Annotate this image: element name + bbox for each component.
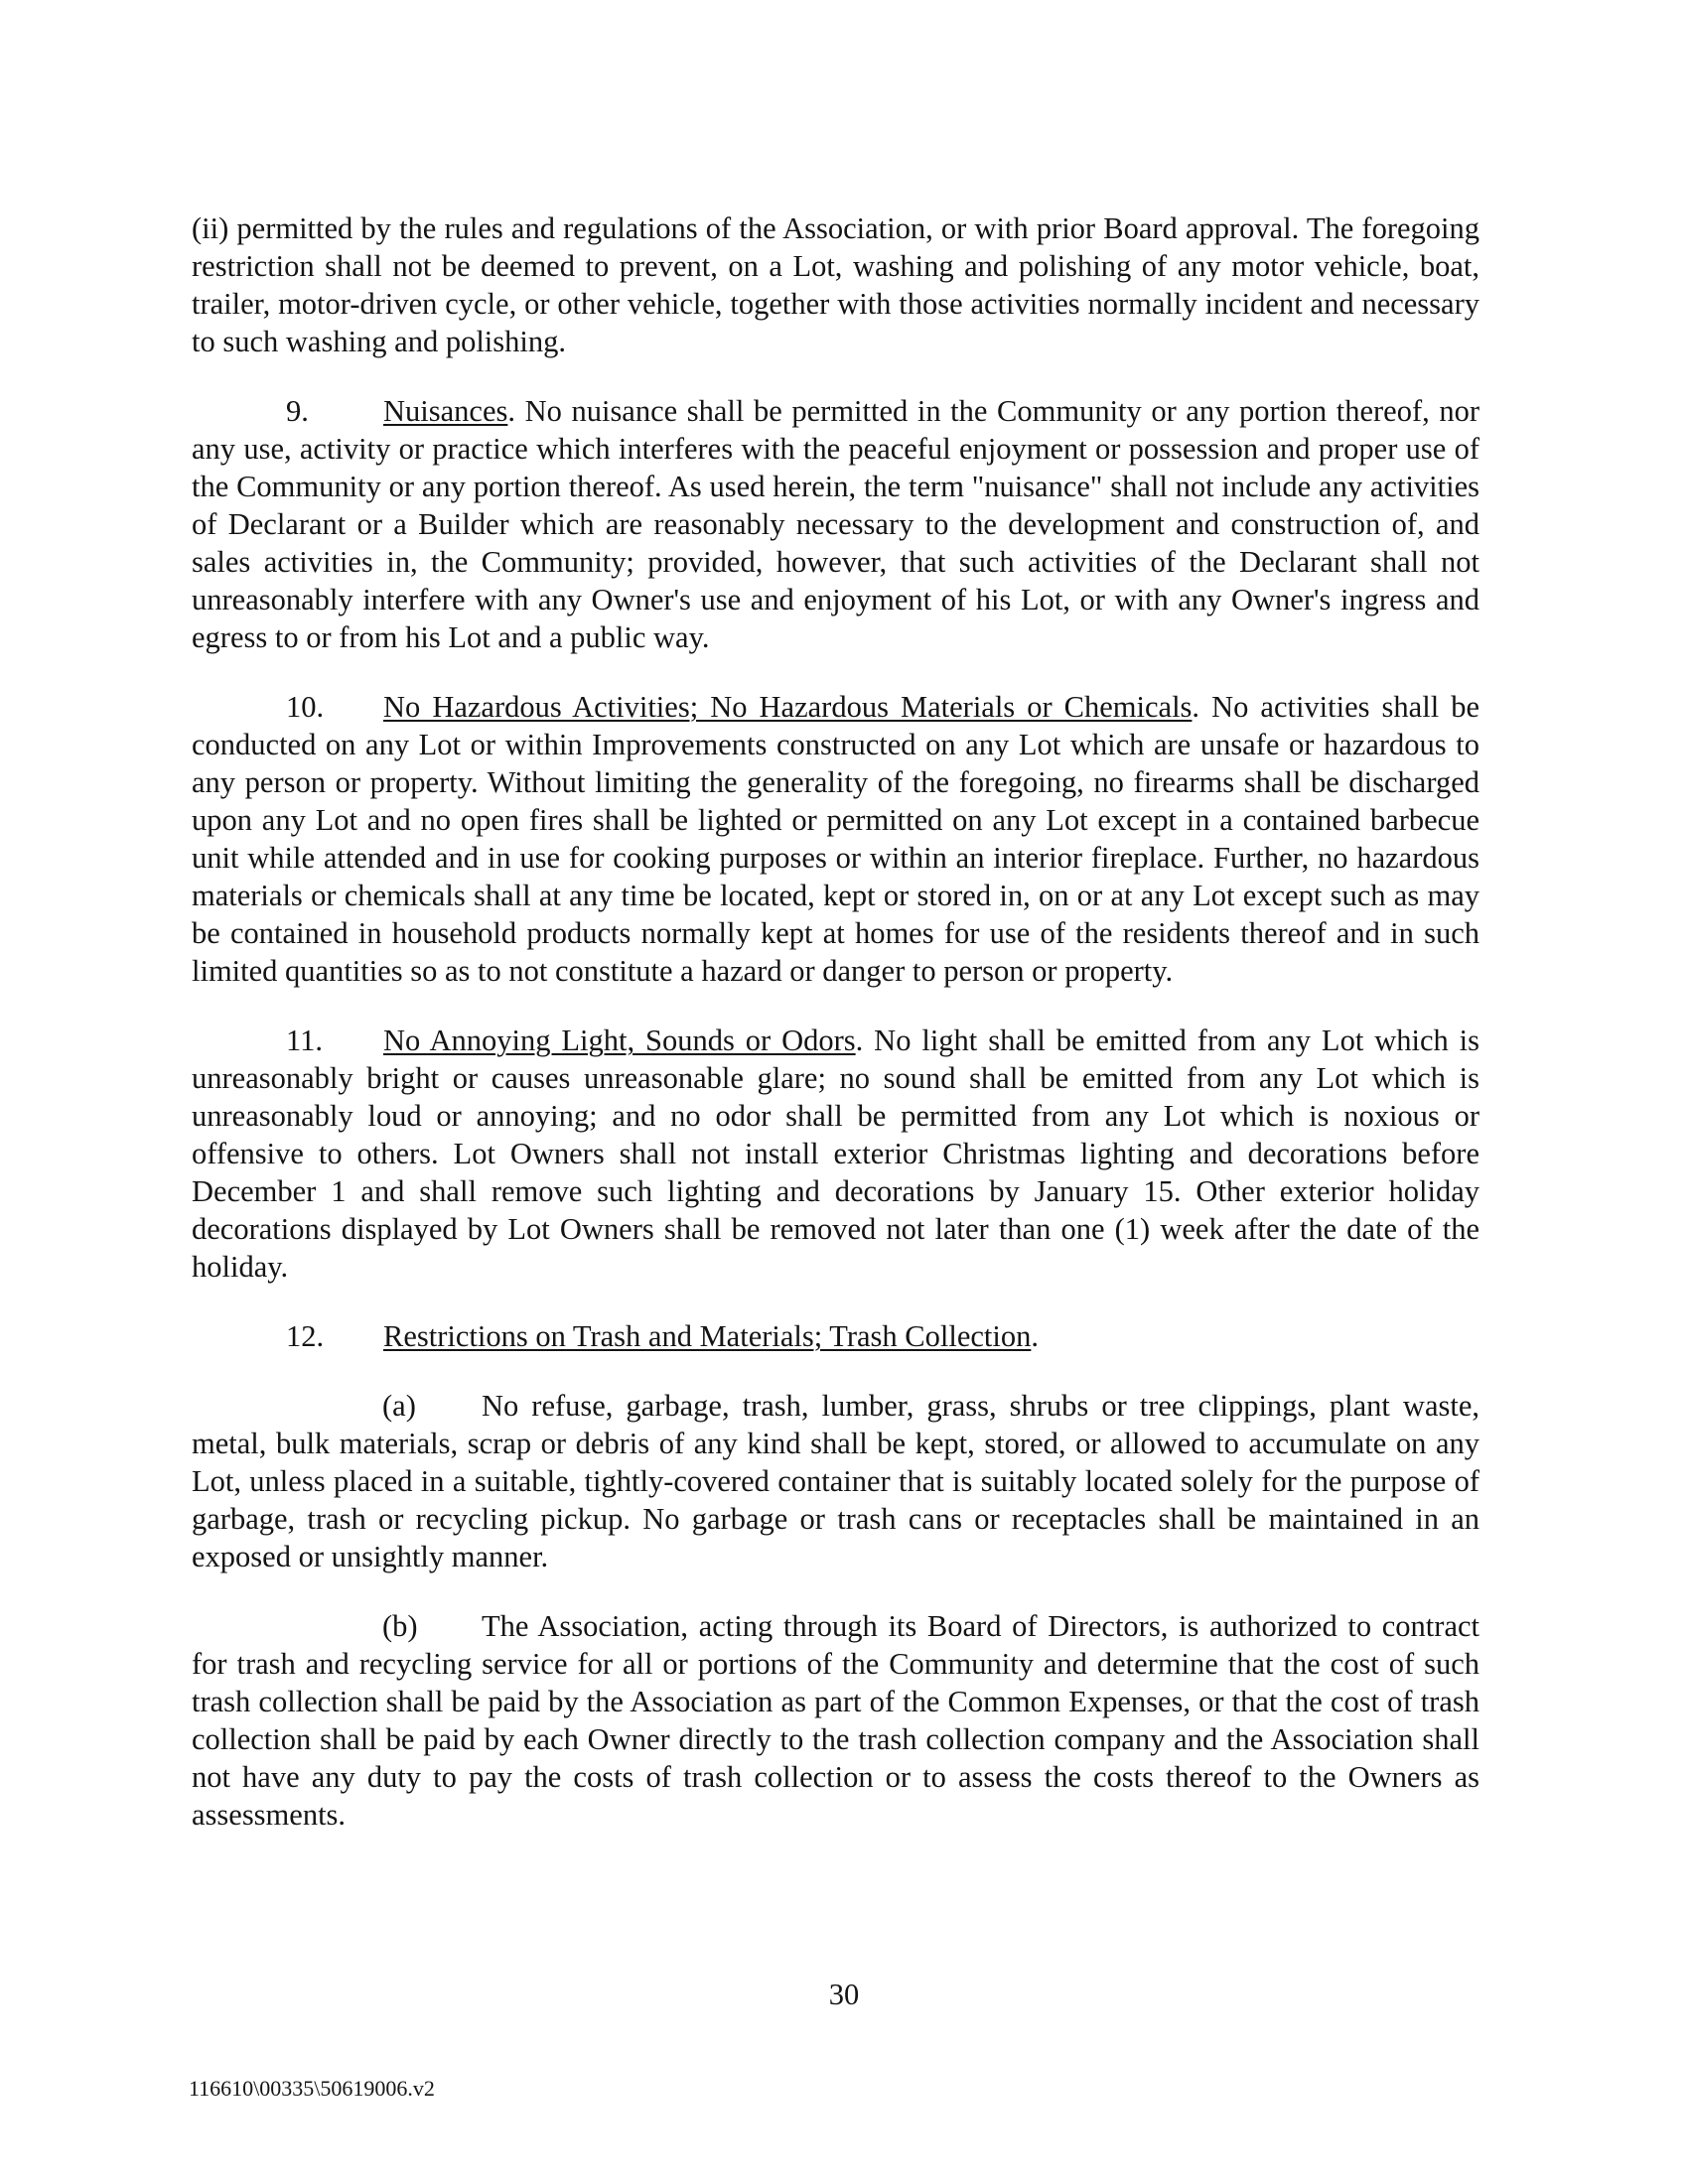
section-11-annoying: 11. No Annoying Light, Sounds or Odors. No light shall be emitted from any Lot which is unreasonably bright or causes unreasonable glare; no sound shall be emitted from any Lot which is unreasonably loud or annoying; and no odor shall be permitted from any Lot which is noxious or offensive to others. Lot Owners shall not install exterior Christmas lighting and decorations before December 1 and shall remove such lighting and decorations by January 15. Other exterior holiday decorations displayed by Lot Owners shall be removed not later than one (1) week after the date of the holiday. — [192, 1024, 1479, 1284]
subsection-body: No refuse, garbage, trash, lumber, grass, shrubs or tree clippings, plant waste, metal, bulk materials, scrap or debris of any kind shall be kept, stored, or allowed to accumulate on any Lot, unless placed in a suitable, tightly-covered container that is suitably located solely for the purpose of garbage, trash or recycling pickup. No garbage or trash cans or receptacles shall be maintained in an exposed or unsightly manner. — [192, 1389, 1479, 1573]
subsection-a — [192, 1387, 1479, 1575]
subsection-label: (a) — [382, 1389, 416, 1423]
section-heading: No Annoying Light, Sounds or Odors — [383, 1024, 856, 1057]
section-9-nuisances: 9. Nuisances. No nuisance shall be permitted in the Community or any portion thereof, nor any use, activity or practice which interferes with the peaceful enjoyment or possession and proper use of the Community or any portion thereof. As used herein, the term "nuisance" shall not include any activities of Declarant or a Builder which are reasonably necessary to the development and construction of, and sales activities in, the Community; provided, however, that such activities of the Declarant shall not unreasonably interfere with any Owner's use and enjoyment of his Lot, or with any Owner's ingress and egress to or from his Lot and a public way. — [192, 394, 1479, 654]
page-number: 30 — [828, 1978, 860, 2011]
subsection-body: The Association, acting through its Board of Directors, is authorized to contract for trash and recycling service for all or portions of the Community and determine that the cost of such trash collection shall be paid by the Association as part of the Common Expenses, or that the cost of trash collection shall be paid by each Owner directly to the trash collection company and the Association shall not have any duty to pay the costs of trash collection or to assess the costs thereof to the Owners as assessments. — [192, 1609, 1479, 1832]
section-heading: No Hazardous Activities; No Hazardous Materials or Chemicals — [383, 690, 1193, 724]
section-body: No light shall be emitted from any Lot which is unreasonably bright or causes unreasonable glare; no sound shall be emitted from any Lot which is unreasonably loud or annoying; and no odor shall be permitted from any Lot which is noxious or offensive to others. Lot Owners shall not install exterior Christmas lighting and decorations before December 1 and shall remove such lighting and decorations by January 15. Other exterior holiday decorations displayed by Lot Owners shall be removed not later than one (1) week after the date of the holiday. — [192, 1024, 1479, 1284]
section-number: 10. — [286, 690, 325, 724]
section-12-trash: 12. Restrictions on Trash and Materials; Trash Collection. — [286, 1319, 1039, 1353]
subsection-b — [192, 1607, 1479, 1834]
section-heading: Nuisances — [383, 394, 508, 428]
section-number: 11. — [286, 1024, 323, 1057]
section-heading: Restrictions on Trash and Materials; Trash Collection — [383, 1319, 1032, 1353]
section-body: No nuisance shall be permitted in the Community or any portion thereof, nor any use, activity or practice which interferes with the peaceful enjoyment or possession and proper use of the Community or any portion thereof. As used herein, the term "nuisance" shall not include any activities of Declarant or a Builder which are reasonably necessary to the development and construction of, and sales activities in, the Community; provided, however, that such activities of the Declarant shall not unreasonably interfere with any Owner's use and enjoyment of his Lot, or with any Owner's ingress and egress to or from his Lot and a public way. — [192, 394, 1479, 654]
section-body: No activities shall be conducted on any Lot or within Improvements constructed on any Lot which are unsafe or hazardous to any person or property. Without limiting the generality of the foregoing, no firearms shall be discharged upon any Lot and no open fires shall be lighted or permitted on any Lot except in a contained barbecue unit while attended and in use for cooking purposes or within an interior fireplace. Further, no hazardous materials or chemicals shall at any time be located, kept or stored in, on or at any Lot except such as may be contained in household products normally kept at homes for use of the residents thereof and in such limited quantities so as to not constitute a hazard or danger to person or property. — [192, 690, 1479, 988]
section-number: 9. — [286, 394, 309, 428]
opening-paragraph: (ii) permitted by the rules and regulations of the Association, or with prior Board approval. The foregoing restriction shall not be deemed to prevent, on a Lot, washing and polishing of any motor vehicle, boat, trailer, motor-driven cycle, or other vehicle, together with those activities normally incident and necessary to such washing and polishing. — [192, 211, 1479, 358]
section-10-hazardous: 10. No Hazardous Activities; No Hazardous Materials or Chemicals. No activities shall be conducted on any Lot or within Improvements constructed on any Lot which are unsafe or hazardous to any person or property. Without limiting the generality of the foregoing, no firearms shall be discharged upon any Lot and no open fires shall be lighted or permitted on any Lot except in a contained barbecue unit while attended and in use for cooking purposes or within an interior fireplace. Further, no hazardous materials or chemicals shall at any time be located, kept or stored in, on or at any Lot except such as may be contained in household products normally kept at homes for use of the residents thereof and in such limited quantities so as to not constitute a hazard or danger to person or property. — [192, 690, 1479, 988]
subsection-label: (b) — [382, 1609, 418, 1643]
section-number: 12. — [286, 1319, 325, 1353]
document-body — [192, 209, 1479, 1865]
document-id: 116610\00335\50619006.v2 — [189, 2076, 435, 2101]
